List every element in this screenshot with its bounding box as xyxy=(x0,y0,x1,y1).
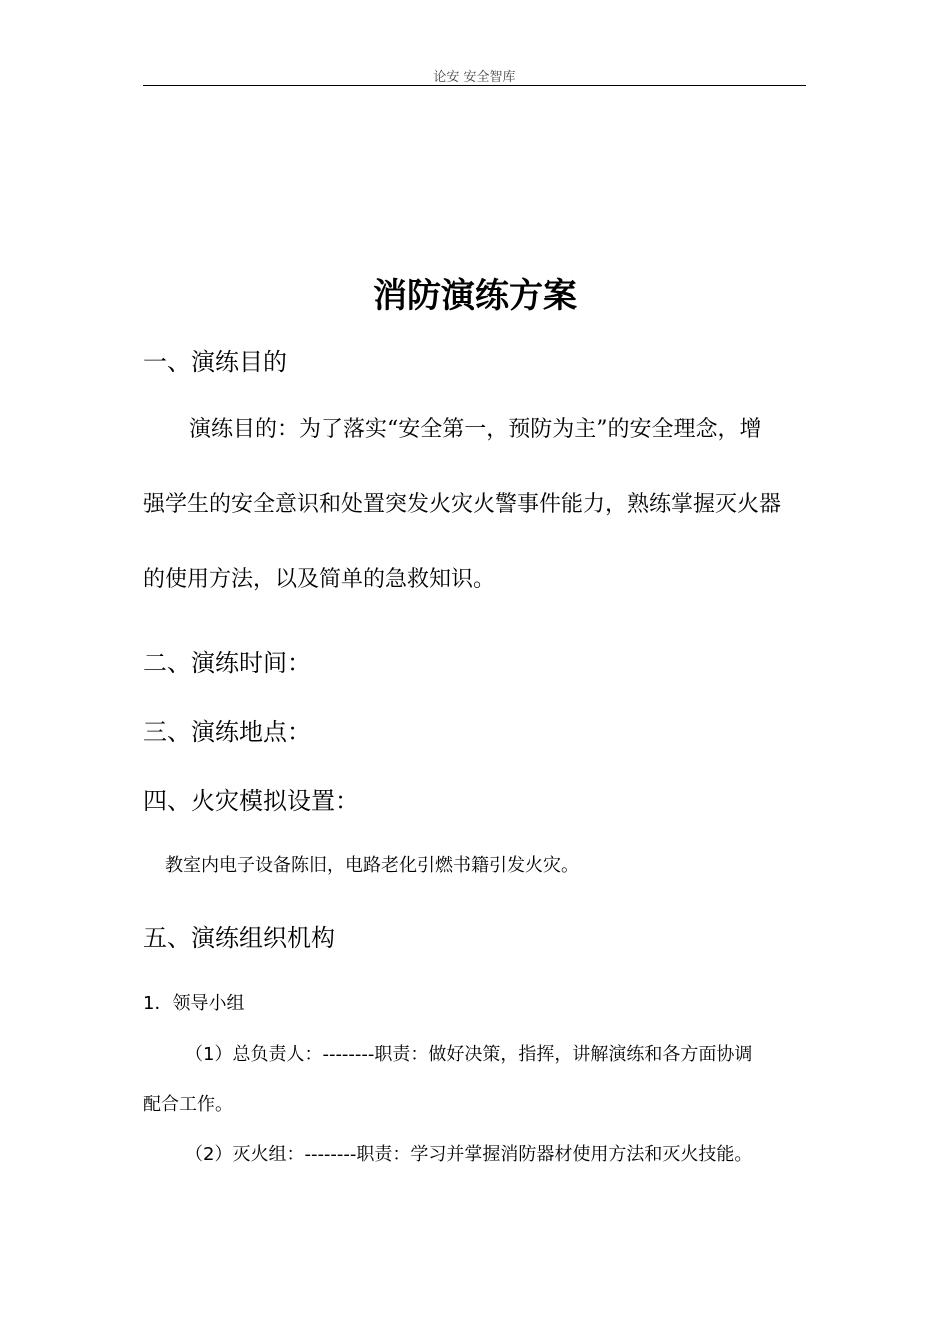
section-heading-time: 二、演练时间： xyxy=(143,649,311,677)
purpose-paragraph-line-3: 的使用方法，以及简单的急救知识。 xyxy=(143,567,496,592)
fire-setup-text: 教室内电子设备陈旧，电路老化引燃书籍引发火灾。 xyxy=(165,855,579,876)
document-title: 消防演练方案 xyxy=(373,276,577,316)
section-heading-location: 三、演练地点： xyxy=(143,718,311,746)
header-divider xyxy=(143,85,806,86)
section-heading-fire-setup: 四、火灾模拟设置： xyxy=(143,787,359,815)
leader-item-line-2: 配合工作。 xyxy=(143,1094,233,1115)
purpose-paragraph-line-2: 强学生的安全意识和处置突发火灾火警事件能力，熟练掌握灭火器 xyxy=(143,492,782,517)
firefighting-item: （2）灭火组：--------职责：学习并掌握消防器材使用方法和灭火技能。 xyxy=(185,1144,753,1165)
subheading-leadership-group: 1．领导小组 xyxy=(143,993,245,1014)
page-header: 论安 安全智库 xyxy=(433,70,516,85)
section-heading-purpose: 一、演练目的 xyxy=(143,348,287,376)
section-heading-organization: 五、演练组织机构 xyxy=(143,924,335,952)
leader-item-line-1: （1）总负责人：--------职责：做好决策，指挥，讲解演练和各方面协调 xyxy=(185,1044,753,1065)
purpose-paragraph-line-1: 演练目的：为了落实“安全第一，预防为主”的安全理念，增 xyxy=(189,417,762,442)
